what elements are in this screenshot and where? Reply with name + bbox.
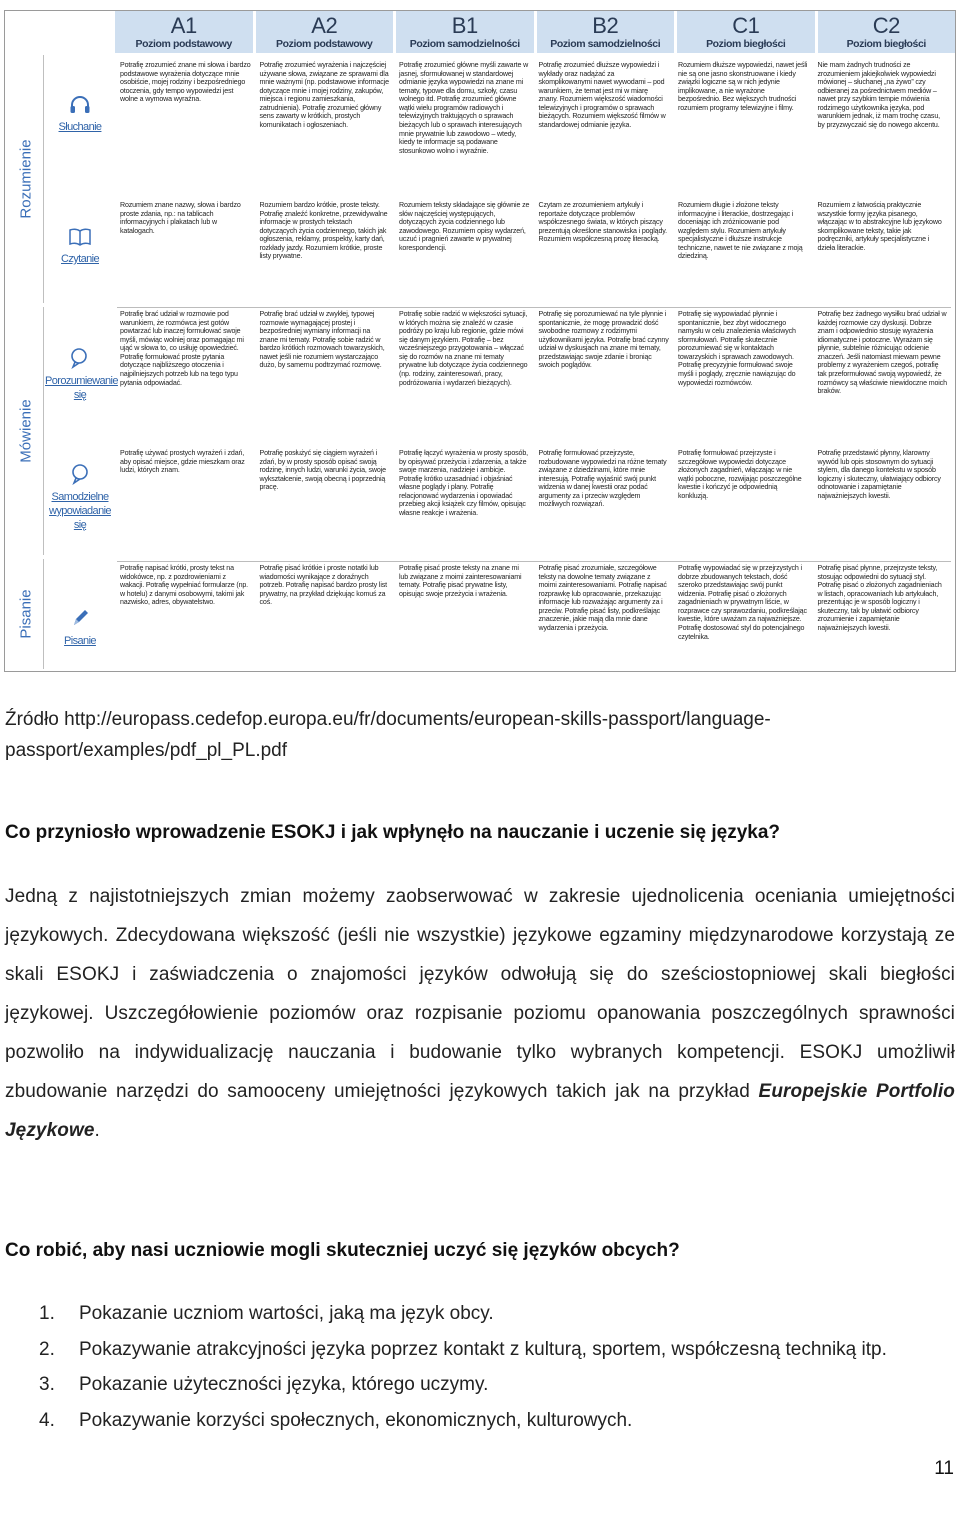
list-text: Pokazanie uczniom wartości, jaką ma język obcy. xyxy=(79,1303,494,1324)
descriptor-cell: Potrafię zrozumieć znane mi słowa i bardzo podstawowe wyrażenia dotyczące mnie osobiście, mojej rodziny i bezpośredniego otoczenia, gdy tempo wypowiedzi jest wolne a wymowa wyraźna. xyxy=(120,61,251,104)
level-name: Poziom podstawowy xyxy=(135,37,232,50)
descriptor-cell: Potrafię pisać płynne, przejrzyste teksty, stosując odpowiedni do sytuacji styl. Potrafię pisać o złożonych zagadnieniach w listach, opracowaniach lub artykułach, prezentując je w sposób logiczny i skuteczny, tak by ułatwić odbiorcy zrozumienie i zapamiętanie najważniejszych kwestii. xyxy=(817,564,942,633)
level-code: C2 xyxy=(872,12,900,38)
band-mowienie xyxy=(9,307,44,555)
descriptor-cell: Potrafię sobie radzić w większości sytuacji, w których można się znaleźć w czasie podróży po kraju lub regionie, gdzie mówi się danym językiem. Potrafię – bez wcześniejszego przygotowania – włączać się do rozmów na znane mi tematy prywatne lub dotyczące życia codziennego (np. rodziny, zainteresowań, pracy, podróżowania i wydarzeń bieżących). xyxy=(399,310,528,387)
band-rozumienie xyxy=(9,55,44,303)
paragraph-text: Jedną z najistotniejszych zmian możemy zaobserwować w zakresie ujednolicenia oceniania umiejętności językowych. Zdecydowana większość (jeśli nie wszystkie) językowe egzaminy międzynarodowe korzystają ze skali ESOKJ i zaświadczenia o znajomości języków odwołują się do sześciostopniowej skali biegłości językowej. Uszczegółowienie poziomów oraz rozpisanie poziomu opanowania poszczególnych sprawności pozwoliło na indywidualizację nauczania i budowanie tylko wybranych kompetencji. ESOKJ umożliwił zbudowanie narzędzi do samooceny umiejętności językowych takich jak na przykład xyxy=(5,886,955,1102)
descriptor-cell: Potrafię formułować przejrzyste, rozbudowane wypowiedzi na różne tematy związane z dziedzinami, które mnie interesują. Potrafię wyjaśnić swój punkt widzenia w danej kwestii oraz podać argumenty za i przeciw względem możliwych rozwiązań. xyxy=(538,449,667,509)
band-label: Rozumienie xyxy=(17,139,35,219)
skill-czytanie xyxy=(45,227,115,267)
list-number: 1. xyxy=(39,1303,55,1324)
skill-label: Czytanie xyxy=(61,253,99,265)
list-number: 4. xyxy=(39,1409,55,1431)
cefr-self-assessment-grid xyxy=(4,10,956,672)
list-text: Pokazywanie korzyści społecznych, ekonomicznych, kulturowych. xyxy=(79,1409,633,1431)
descriptor-cell: Potrafię brać udział w zwykłej, typowej rozmowie wymagającej prostej i bezpośredniej wymiany informacji na znane mi tematy. Potrafię sobie radzić w bardzo krótkich rozmowach towarzyskich, nawet jeśli nie rozumiem wystarczająco dużo, by samemu podtrzymać rozmowę. xyxy=(259,310,385,370)
level-code: A2 xyxy=(311,12,338,38)
level-name: Poziom podstawowy xyxy=(276,37,373,50)
descriptor-cell: Potrafię przedstawić płynny, klarowny wywód lub opis stosownym do sytuacji stylem, dla danego kontekstu w sposób logiczny i skuteczny, ułatwiający odbiorcy odnotowanie i zapamiętanie najważniejszych kwestii. xyxy=(817,449,941,500)
descriptor-cell: Potrafię zrozumieć główne myśli zawarte w jasnej, sformułowanej w standardowej odmianie języka wypowiedzi na znane mi tematy, typowe dla domu, szkoły, czasu wolnego itd. Potrafię zrozumieć główne wątki wielu programów radiowych i telewizyjnych traktujących o sprawach bieżących lub o sprawach interesujących mnie prywatnie lub zawodowo – wtedy, kiedy te informacje są podawane stosunkowo wolno i wyraźnie. xyxy=(399,61,529,155)
row-czytanie xyxy=(117,199,951,301)
descriptor-cell: Rozumiem długie i złożone teksty informacyjne i literackie, dostrzegając i doceniając ich zróżnicowanie pod względem stylu. Rozumiem artykuły specjalistyczne i dłuższe instrukcje techniczne, nawet te nie związane z moją dziedziną. xyxy=(678,201,803,261)
skill-label: Pisanie xyxy=(64,635,96,647)
level-header-b1 xyxy=(396,11,534,53)
section-question-1: Co przyniosło wprowadzenie ESOKJ i jak wpłynęło na nauczanie i uczenie się języka? xyxy=(5,822,781,843)
descriptor-cell: Potrafię pisać krótkie i proste notatki lub wiadomości wynikające z doraźnych potrzeb. Potrafię napisać bardzo prosty list prywatny, na przykład dziękując komuś za coś. xyxy=(259,564,387,607)
band-label: Mówienie xyxy=(17,399,35,463)
descriptor-cell: Nie mam żadnych trudności ze zrozumieniem jakiejkolwiek wypowiedzi mówionej – słuchanej „na żywo” czy odbieranej za pośrednictwem mediów – nawet przy szybkim tempie mówienia rodzimego użytkownika języka, pod warunkiem jednak, iż mam trochę czasu, by przyzwyczaić się do nowego akcentu. xyxy=(817,61,940,130)
speech-bubbles-icon xyxy=(69,347,91,369)
descriptor-cell: Czytam ze zrozumieniem artykuły i reportaże dotyczące problemów współczesnego świata, w których piszący prezentują określone stanowiska i poglądy. Rozumiem współczesną prozę literacką. xyxy=(538,201,667,244)
pen-icon xyxy=(69,607,91,629)
descriptor-cell: Potrafię pisać zrozumiałe, szczegółowe teksty na dowolne tematy związane z moimi zainteresowaniami. Potrafię napisać rozprawkę lub opracowanie, przekazując informacje lub rozważając argumenty za i przeciw. Potrafię pisać listy, podkreślając znaczenie, jakie mają dla mnie dane wydarzenia i przeżycia. xyxy=(538,564,667,633)
descriptor-cell: Potrafię się porozumiewać na tyle płynnie i spontanicznie, że mogę prowadzić dość swobodne rozmowy z rodzimymi użytkownikami języka. Potrafię brać czynny udział w dyskusjach na znane mi tematy, przedstawiając swoje zdanie i broniąc swoich poglądów. xyxy=(538,310,669,370)
band-pisanie xyxy=(9,559,44,669)
skill-sluchanie xyxy=(45,95,115,135)
descriptor-cell: Potrafię posłużyć się ciągiem wyrażeń i zdań, by w prosty sposób opisać swoją rodzinę, innych ludzi, warunki życia, swoje wykształcenie, swoją obecną i poprzednią pracę. xyxy=(259,449,386,492)
paragraph-end: . xyxy=(94,1120,100,1141)
level-code: A1 xyxy=(170,12,197,38)
skill-samodzielne xyxy=(45,463,115,532)
level-code: B1 xyxy=(451,12,478,38)
row-pisanie xyxy=(117,561,951,670)
level-code: B2 xyxy=(592,12,619,38)
body-paragraph xyxy=(5,877,955,1150)
level-header-row xyxy=(115,11,955,53)
descriptor-cell: Potrafię używać prostych wyrażeń i zdań, aby opisać miejsce, gdzie mieszkam oraz ludzi, których znam. xyxy=(120,449,245,475)
skill-label: Słuchanie xyxy=(58,121,102,133)
list-item xyxy=(5,1367,955,1403)
descriptor-cell: Potrafię napisać krótki, prosty tekst na widokówce, np. z pozdrowieniami z wakacji. Potrafię wypełniać formularze (np. w hotelu) z danymi osobowymi, takimi jak nazwisko, adres, obywatelstwo. xyxy=(120,564,248,607)
descriptor-cell: Rozumiem bardzo krótkie, proste teksty. Potrafię znaleźć konkretne, przewidywalne informacje w prostych tekstach dotyczących życia codziennego, takich jak ogłoszenia, reklamy, prospekty, karty dań, rozkłady jazdy. Rozumiem krótkie, proste listy prywatne. xyxy=(259,201,388,261)
level-name: Poziom biegłości xyxy=(706,37,786,50)
skill-porozumiewanie xyxy=(45,347,118,403)
descriptor-cell: Potrafię łączyć wyrażenia w prosty sposób, by opisywać przeżycia i zdarzenia, a także swoje marzenia, nadzieje i ambicje. Potrafię krótko uzasadniać i objaśniać własne poglądy i plany. Potrafię relacjonować wydarzenia i opowiadać przebieg akcji książek czy filmów, opisując własne reakcje i wrażenia. xyxy=(399,449,528,518)
list-number: 3. xyxy=(39,1374,55,1395)
skill-label: Porozumiewanie się xyxy=(45,375,118,401)
skill-label: Samodzielne wypowiadanie się xyxy=(49,491,111,531)
descriptor-cell: Rozumiem teksty składające się głównie ze słów najczęściej występujących, dotyczących życia codziennego lub zawodowego. Rozumiem opisy wydarzeń, uczuć i pragnień zawarte w prywatnej korespondencji. xyxy=(399,201,530,252)
descriptor-cell: Rozumiem dłuższe wypowiedzi, nawet jeśli nie są one jasno skonstruowane i kiedy związki logiczne są w nich jedynie implikowane, a nie wyrażone bezpośrednio. Bez większych trudności rozumiem programy telewizyjne i filmy. xyxy=(678,61,808,112)
level-name: Poziom samodzielności xyxy=(550,37,661,50)
level-header-b2 xyxy=(537,11,675,53)
descriptor-cell: Potrafię wypowiadać się w przejrzystych i dobrze zbudowanych tekstach, dość szeroko przedstawiając swój punkt widzenia. Potrafię pisać o złożonych zagadnieniach w prywatnym liście, w rozprawce czy sprawozdaniu, podkreślając kwestie, które uważam za najważniejsze. Potrafię dostosować styl do potencjalnego czytelnika. xyxy=(678,564,807,641)
list-item xyxy=(5,1296,955,1332)
list-text: Pokazywanie atrakcyjności języka poprzez kontakt z kulturą, sportem, współczesną techniką itp. xyxy=(79,1338,887,1360)
descriptor-cell: Potrafię się wypowiadać płynnie i spontanicznie, bez zbyt widocznego namysłu w celu znalezienia właściwych sformułowań. Potrafię skutecznie porozumiewać się w kontaktach towarzyskich i sprawach zawodowych. Potrafię precyzyjnie formułować swoje myśli i poglądy, zręcznie nawiązując do wypowiedzi rozmówców. xyxy=(678,310,796,387)
descriptor-cell: Potrafię brać udział w rozmowie pod warunkiem, że rozmówca jest gotów powtarzać lub inaczej formułować swoje myśli, mówiąc wolniej oraz pomagając mi ująć w słowa to, co usiłuję opowiedzieć. Potrafię formułować proste pytania dotyczące najbliższego otoczenia i najpilniejszych potrzeb lub na tego typu pytania odpowiadać. xyxy=(120,310,244,387)
level-header-a1 xyxy=(115,11,253,53)
row-samodzielne xyxy=(117,447,951,557)
row-sluchanie xyxy=(117,59,951,197)
source-caption: Źródło http://europass.cedefop.europa.eu/fr/documents/european-skills-passport/language-passport/examples/pdf_pl_PL.pdf xyxy=(5,709,771,761)
book-icon xyxy=(68,227,92,247)
descriptor-cell: Potrafię bez żadnego wysiłku brać udział w każdej rozmowie czy dyskusji. Dobrze znam i odpowiednio stosuję wyrażenia idiomatyczne i potoczne. Wyrażam się płynnie, subtelnie różnicując odcienie znaczeń. Jeśli natomiast miewam pewne problemy z wyrażeniem czegoś, potrafię tak przeformułować swoją wypowiedź, że rozmówcy są właściwie niewidoczne moich braków. xyxy=(817,310,947,396)
headphones-icon xyxy=(69,95,91,115)
descriptor-cell: Potrafię formułować przejrzyste i szczegółowe wypowiedzi dotyczące złożonych zagadnień, włączając w nie wątki poboczne, rozwijając poszczególne kwestie i kończyć je odpowiednią konkluzją. xyxy=(678,449,802,500)
descriptor-cell: Rozumiem z łatwością praktycznie wszystkie formy języka pisanego, włączając w to abstrakcyjne lub językowo skomplikowane teksty, takie jak podręczniki, artykuły specjalistyczne i dzieła literackie. xyxy=(817,201,942,252)
numbered-list xyxy=(5,1296,955,1438)
paragraph-emphasis: Europejskie Portfolio Językowe xyxy=(5,1081,955,1141)
descriptor-cell: Potrafię zrozumieć dłuższe wypowiedzi i wykłady oraz nadążać za skomplikowanymi nawet wywodami – pod warunkiem, że temat jest mi w miarę znany. Rozumiem większość wiadomości telewizyjnych i programów o sprawach bieżących. Rozumiem większość filmów w standardowej odmianie języka. xyxy=(538,61,666,130)
level-code: C1 xyxy=(732,12,760,38)
list-item xyxy=(5,1332,955,1368)
level-name: Poziom biegłości xyxy=(846,37,926,50)
list-text: Pokazanie użyteczności języka, którego uczymy. xyxy=(79,1374,489,1395)
skill-pisanie xyxy=(45,607,115,649)
level-header-c2 xyxy=(818,11,956,53)
band-label: Pisanie xyxy=(17,589,35,639)
page-number: 11 xyxy=(934,1458,954,1479)
descriptor-cell: Potrafię pisać proste teksty na znane mi lub związane z moimi zainteresowaniami tematy. Potrafię pisać prywatne listy, opisując swoje przeżycia i wrażenia. xyxy=(399,564,522,598)
descriptor-cell: Potrafię zrozumieć wyrażenia i najczęściej używane słowa, związane ze sprawami dla mnie ważnymi (np. podstawowe informacje dotyczące mnie i mojej rodziny, zakupów, miejsca i regionu zamieszkania, zatrudnienia). Potrafię zrozumieć główny sens zawarty w krótkich, prostych komunikatach i ogłoszeniach. xyxy=(259,61,389,130)
descriptor-cell: Rozumiem znane nazwy, słowa i bardzo proste zdania, np.: na tablicach informacyjnych i plakatach lub w katalogach. xyxy=(120,201,241,235)
level-name: Poziom samodzielności xyxy=(409,37,520,50)
level-header-c1 xyxy=(677,11,815,53)
section-question-2: Co robić, aby nasi uczniowie mogli skuteczniej uczyć się języków obcych? xyxy=(5,1240,680,1261)
list-item xyxy=(5,1403,955,1439)
row-porozumiewanie xyxy=(117,307,951,444)
level-header-a2 xyxy=(256,11,394,53)
list-number: 2. xyxy=(39,1338,55,1360)
speech-bubble-icon xyxy=(69,463,91,485)
